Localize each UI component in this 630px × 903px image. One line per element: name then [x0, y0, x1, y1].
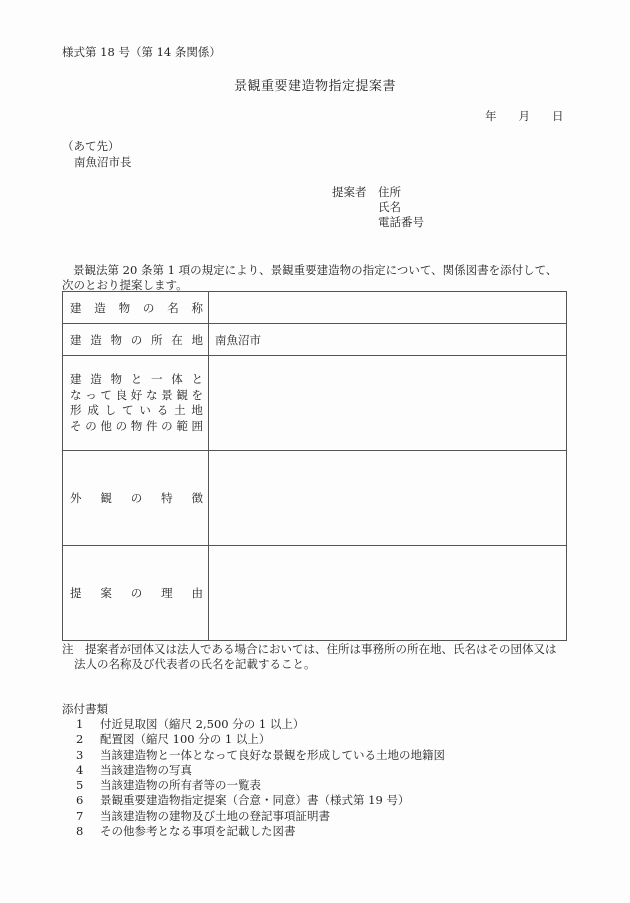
attachments-list — [76, 719, 445, 841]
table-row-building-location — [63, 324, 567, 356]
label-char: 建 — [70, 300, 82, 315]
addressee-label: （あて先） — [62, 139, 120, 153]
label-char: て — [100, 387, 112, 402]
intro-text: 景観法第 20 条第 1 項の規定により、景観重要建造物の指定について、関係図書を添付して、次のとおり提案します。 — [62, 263, 558, 292]
form-number: 様式第 18 号（第 14 条関係） — [62, 45, 221, 59]
label-text — [70, 490, 203, 506]
label-char: 物 — [110, 332, 122, 347]
label-char: 建 — [70, 332, 82, 347]
proposal-table — [62, 291, 567, 641]
label-char: 物 — [130, 418, 143, 433]
attachment-text: 当該建造物の所有者等の一覧表 — [100, 778, 261, 793]
label-char: 好 — [130, 387, 143, 402]
label-char: 件 — [145, 418, 158, 433]
attachment-text: 配置図（縮尺 100 分の 1 以上） — [100, 732, 271, 747]
label-char: 物 — [118, 300, 131, 315]
label-char: 所 — [151, 332, 163, 347]
value-exterior-features[interactable] — [209, 451, 567, 546]
label-text — [70, 300, 203, 316]
proposer-name-label: 氏名 — [378, 200, 401, 214]
label-char: 形 — [70, 403, 82, 417]
label-char: 観 — [176, 387, 188, 402]
proposer-label: 提案者 — [332, 185, 367, 199]
attachment-number: 7 — [76, 808, 84, 823]
label-char: 造 — [90, 332, 102, 347]
label-char: の — [130, 491, 143, 505]
label-char: の — [85, 418, 97, 433]
label-char: 称 — [191, 300, 203, 315]
label-char: 他 — [100, 418, 112, 433]
label-char: 体 — [171, 372, 183, 386]
label-text — [70, 585, 203, 601]
label-char: 範 — [176, 418, 188, 433]
attachment-number: 1 — [76, 717, 84, 731]
label-char: 成 — [87, 403, 99, 417]
label-char: 在 — [171, 332, 183, 347]
table-row-surrounding-area — [63, 356, 567, 451]
label-line — [70, 403, 203, 419]
label-proposal-reason — [63, 546, 209, 641]
proposer-phone-label: 電話番号 — [378, 215, 424, 229]
label-line — [70, 388, 203, 404]
attachment-number: 5 — [76, 778, 84, 793]
attachment-number: 2 — [76, 732, 84, 747]
label-char: し — [104, 403, 117, 417]
table-row-building-name — [63, 292, 567, 324]
value-building-location[interactable]: 南魚沼市 — [209, 324, 567, 356]
table-row-proposal-reason — [63, 546, 567, 641]
attachment-text: その他参考となる事項を記載した図書 — [100, 824, 296, 839]
table-row-exterior-features — [63, 451, 567, 546]
proposer-fields — [378, 187, 424, 232]
label-char: 造 — [90, 372, 102, 386]
note-line-2: 法人の名称及び代表者の氏名を記載すること。 — [74, 657, 316, 671]
label-char: の — [142, 300, 155, 315]
label-char: 地 — [191, 403, 203, 417]
addressee-name: 南魚沼市長 — [74, 155, 132, 169]
label-line — [70, 419, 203, 435]
label-char: 外 — [70, 491, 82, 505]
label-char: 特 — [161, 491, 173, 505]
attachment-number: 3 — [76, 747, 84, 762]
label-building-location — [63, 324, 209, 356]
label-char: 由 — [191, 586, 203, 600]
label-char: を — [191, 387, 203, 402]
attachment-text: 当該建造物の写真 — [100, 762, 192, 777]
label-char: い — [139, 403, 151, 417]
year-label: 年 — [485, 109, 497, 123]
value-proposal-reason[interactable] — [209, 546, 567, 641]
label-char: の — [130, 332, 143, 347]
label-text — [70, 332, 203, 348]
label-char: る — [156, 403, 169, 417]
label-multiline — [70, 372, 203, 434]
label-char: 理 — [161, 586, 173, 600]
label-char: 地 — [191, 332, 203, 347]
label-char: 建 — [70, 372, 82, 386]
label-exterior-features — [63, 451, 209, 546]
label-char: 物 — [110, 372, 122, 386]
label-char: そ — [70, 418, 82, 433]
label-building-name — [63, 292, 209, 324]
attachment-text: 当該建造物と一体となって良好な景観を形成している土地の地籍図 — [100, 747, 445, 762]
label-char: 徴 — [191, 491, 203, 505]
label-char: 案 — [100, 586, 112, 600]
label-char: な — [70, 387, 82, 402]
month-label: 月 — [518, 109, 530, 123]
label-char: 土 — [174, 403, 186, 417]
attachments-title: 添付書類 — [62, 702, 108, 716]
attachment-item — [76, 826, 445, 841]
label-surrounding-area — [63, 356, 209, 451]
day-label: 日 — [552, 109, 564, 123]
label-char: て — [122, 403, 134, 417]
label-char: 観 — [100, 491, 112, 505]
value-building-name[interactable] — [209, 292, 567, 324]
label-char: 名 — [167, 300, 179, 315]
label-char: 景 — [161, 387, 173, 402]
date-line — [485, 111, 564, 123]
label-char: の — [161, 418, 173, 433]
attachment-number: 6 — [76, 793, 84, 808]
label-char: 提 — [70, 586, 82, 600]
attachment-number: 8 — [76, 824, 84, 839]
attachment-text: 景観重要建造物指定提案（合意・同意）書（様式第 19 号） — [100, 793, 410, 808]
note — [62, 642, 570, 672]
proposer-address-label: 住所 — [378, 185, 401, 199]
label-char: 良 — [115, 387, 128, 402]
label-char: の — [130, 586, 143, 600]
attachment-number: 4 — [76, 762, 84, 777]
label-char: 一 — [151, 372, 163, 386]
label-char: な — [145, 387, 158, 402]
value-surrounding-area[interactable] — [209, 356, 567, 451]
note-line-1: 注 提案者が団体又は法人である場合においては、住所は事務所の所在地、氏名はその団体又は — [62, 642, 557, 656]
label-char: 囲 — [191, 418, 203, 433]
attachment-text: 当該建造物の建物及び土地の登記事項証明書 — [100, 808, 330, 823]
label-line — [70, 372, 203, 388]
document-title: 景観重要建造物指定提案書 — [233, 79, 396, 94]
label-char: と — [191, 372, 203, 386]
attachment-text: 付近見取図（縮尺 2,500 分の 1 以上） — [100, 717, 305, 731]
label-char: の — [115, 418, 128, 433]
label-char: 造 — [94, 300, 106, 315]
label-char: と — [130, 372, 143, 386]
label-char: っ — [85, 387, 97, 402]
